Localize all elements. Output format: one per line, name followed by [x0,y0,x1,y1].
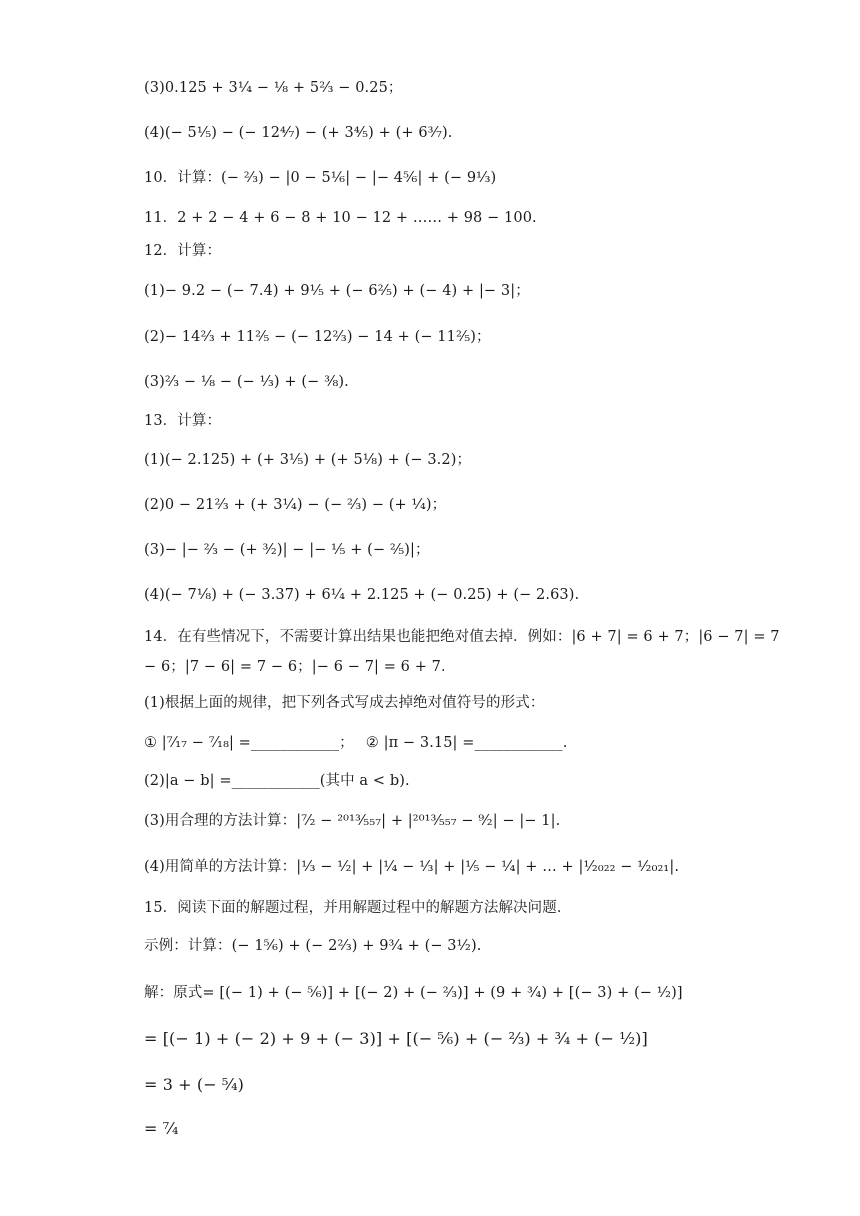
solution-step-2: = [(− 1) + (− 2) + 9 + (− 3)] + [(− ⁵⁄₆) + (− ²⁄₃) + ³⁄₄ + (− ¹⁄₂)] [144,1029,648,1048]
problem-14-1: (1)根据上面的规律，把下列各式写成去掉绝对值符号的形式： [144,695,545,711]
problem-14-3: (3)用合理的方法计算：|⁷⁄₂ − ²⁰¹³⁄₅₅₇| + |²⁰¹³⁄₅₅₇ − ⁹⁄₂| − |− 1|. [144,813,561,829]
problem-13-4: (4)(− 7¹⁄₈) + (− 3.37) + 6¹⁄₄ + 2.125 + (− 0.25) + (− 2.63). [144,587,580,603]
problem-12-heading: 12．计算： [144,243,222,259]
problem-9-3: (3)0.125 + 3¹⁄₄ − ¹⁄₈ + 5²⁄₃ − 0.25； [144,80,403,96]
problem-13-2: (2)0 − 21²⁄₃ + (+ 3¹⁄₄) − (− ²⁄₃) − (+ ¹⁄₄)； [144,497,447,513]
problem-14-1-blanks: ① |⁷⁄₁₇ − ⁷⁄₁₈| =____________； ② |π − 3.15| =____________. [144,735,568,751]
problem-11: 11．2 + 2 − 4 + 6 − 8 + 10 − 12 + …… + 98 − 100. [144,210,537,226]
problem-14-2: (2)|a − b| =____________(其中 a < b). [144,773,410,789]
problem-12-1: (1)− 9.2 − (− 7.4) + 9¹⁄₅ + (− 6²⁄₅) + (− 4) + |− 3|； [144,283,530,299]
problem-12-3: (3)²⁄₃ − ¹⁄₈ − (− ¹⁄₃) + (− ³⁄₈). [144,374,349,390]
problem-13-1: (1)(− 2.125) + (+ 3¹⁄₅) + (+ 5¹⁄₈) + (− 3.2)； [144,452,472,468]
problem-13-heading: 13．计算： [144,413,222,429]
example-statement: 示例：计算：(− 1⁵⁄₆) + (− 2²⁄₃) + 9³⁄₄ + (− 3¹⁄₂). [144,938,482,954]
problem-9-4: (4)(− 5¹⁄₅) − (− 12⁴⁄₇) − (+ 3⁴⁄₅) + (+ 6³⁄₇). [144,125,453,141]
solution-step-3: = 3 + (− ⁵⁄₄) [144,1075,245,1094]
problem-12-2: (2)− 14²⁄₃ + 11²⁄₅ − (− 12²⁄₃) − 14 + (− 11²⁄₅)； [144,329,491,345]
problem-14: 14．在有些情况下，不需要计算出结果也能把绝对值去掉．例如：|6 + 7| = 6 + 7；|6 − 7| = 7 − 6；|7 − 6| = 7 − 6；|− 6 − 7| = 6 + 7． [144,629,780,675]
problem-13-3: (3)− |− ²⁄₃ − (+ ³⁄₂)| − |− ¹⁄₅ + (− ²⁄₅)|； [144,542,430,558]
problem-10: 10．计算：(− ²⁄₃) − |0 − 5¹⁄₆| − |− 4⁵⁄₆| + (− 9¹⁄₃) [144,170,497,186]
problem-15: 15．阅读下面的解题过程，并用解题过程中的解题方法解决问题． [144,900,572,916]
problem-14-4: (4)用简单的方法计算：|¹⁄₃ − ¹⁄₂| + |¹⁄₄ − ¹⁄₃| + |¹⁄₅ − ¹⁄₄| + … + |¹⁄₂₀₂₂ − ¹⁄₂₀₂₁|. [144,859,680,875]
solution-step-4: = ⁷⁄₄ [144,1119,179,1138]
solution-step-1: 解：原式= [(− 1) + (− ⁵⁄₆)] + [(− 2) + (− ²⁄₃)] + (9 + ³⁄₄) + [(− 3) + (− ¹⁄₂)] [144,985,683,1001]
